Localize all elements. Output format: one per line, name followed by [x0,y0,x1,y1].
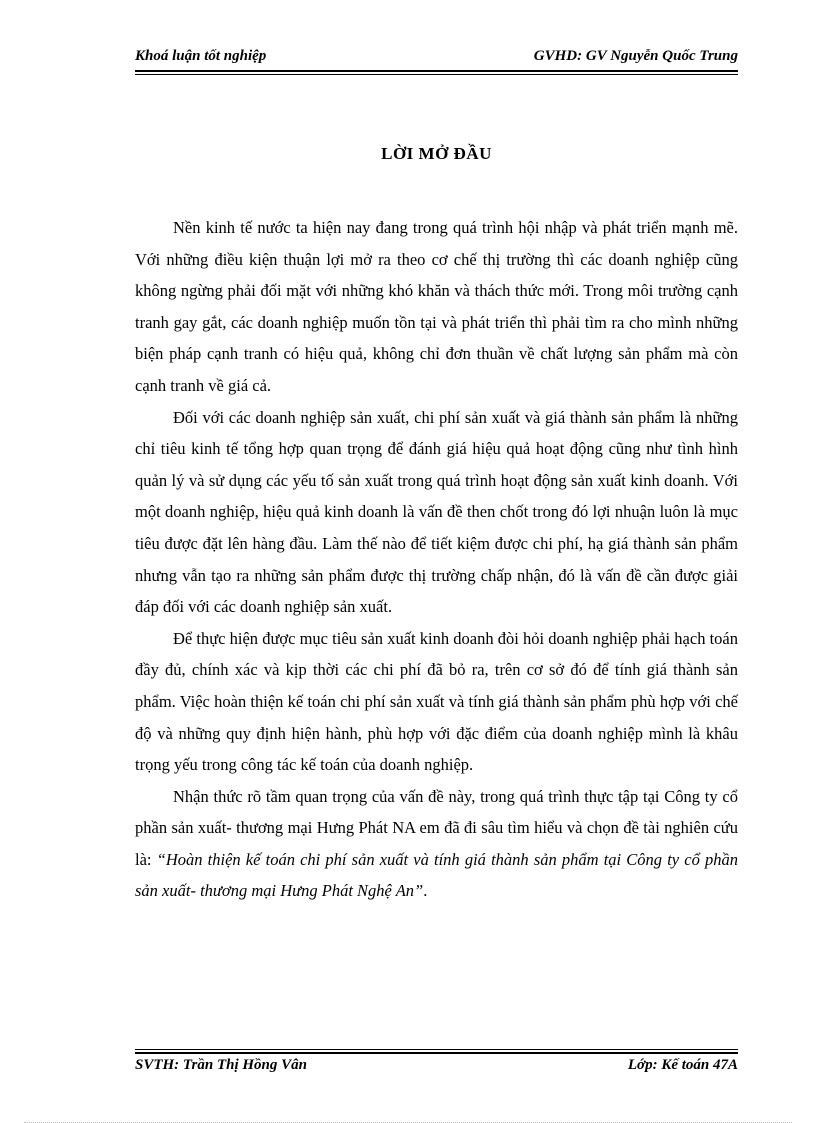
footer-rule [135,1049,738,1054]
footer-student: SVTH: Trần Thị Hồng Vân [135,1057,307,1073]
paragraph-1: Nền kinh tế nước ta hiện nay đang trong quá trình hội nhập và phát triển mạnh mẽ. Với những điều kiện thuận lợi mở ra theo cơ chế thị trường thì các doanh nghiệp cũng không ngừng phải đối mặt với những khó khăn và thách thức mới. Trong môi trường cạnh tranh gay gắt, các doanh nghiệp muốn tồn tại và phát triển thì phải tìm ra cho mình những biện pháp cạnh tranh có hiệu quả, không chỉ đơn thuần về chất lượng sản phẩm mà còn cạnh tranh về giá cả. [135,218,738,395]
paragraph-3: Để thực hiện được mục tiêu sản xuất kinh doanh đòi hỏi doanh nghiệp phải hạch toán đầy đủ, chính xác và kịp thời các chi phí đã bỏ ra, trên cơ sở đó để tính giá thành sản phẩm. Việc hoàn thiện kế toán chi phí sản xuất và tính giá thành sản phẩm phù hợp với chế độ và những quy định hiện hành, phù hợp với đặc điểm của doanh nghiệp mình là khâu trọng yếu trong công tác kế toán của doanh nghiệp. [135,628,738,775]
header-advisor: GVHD: GV Nguyễn Quốc Trung [533,48,738,64]
paragraph-4-end: . [423,881,428,901]
thesis-topic: “Hoàn thiện kế toán chi phí sản xuất và tính giá thành sản phẩm tại Công ty cổ phần sản xuất- thương mại Hưng Phát Nghệ An” [135,849,738,901]
page-footer [135,1057,738,1079]
footer-class: Lớp: Kế toán 47A [627,1057,738,1073]
page-title: LỜI MỞ ĐẦU [381,144,492,163]
paragraph-4-intro: Nhận thức rõ tầm quan trọng của vấn đề này, trong quá trình thực tập tại Công ty cổ phần sản xuất- thương mại Hưng Phát NA em đã đi sâu tìm hiểu và chọn đề tài nghiên cứu là: [135,786,738,869]
header-rule [135,70,738,75]
header-thesis-label: Khoá luận tốt nghiệp [135,48,267,64]
paragraph-4 [135,781,738,907]
page-header [135,48,738,70]
paragraph-2: Đối với các doanh nghiệp sản xuất, chi phí sản xuất và giá thành sản phẩm là những chỉ tiêu kinh tế tổng hợp quan trọng để đánh giá hiệu quả hoạt động cũng như tình hình quản lý và sử dụng các yếu tố sản xuất trong quá trình hoạt động sản xuất kinh doanh. Với một doanh nghiệp, hiệu quả kinh doanh là vấn đề then chốt trong đó lợi nhuận luôn là mục tiêu được đặt lên hàng đầu. Làm thế nào để tiết kiệm được chi phí, hạ giá thành sản phẩm nhưng vẫn tạo ra những sản phẩm được thị trường chấp nhận, đó là vấn đề cần được giải đáp đối với các doanh nghiệp sản xuất. [135,407,738,617]
document-body [135,212,738,907]
